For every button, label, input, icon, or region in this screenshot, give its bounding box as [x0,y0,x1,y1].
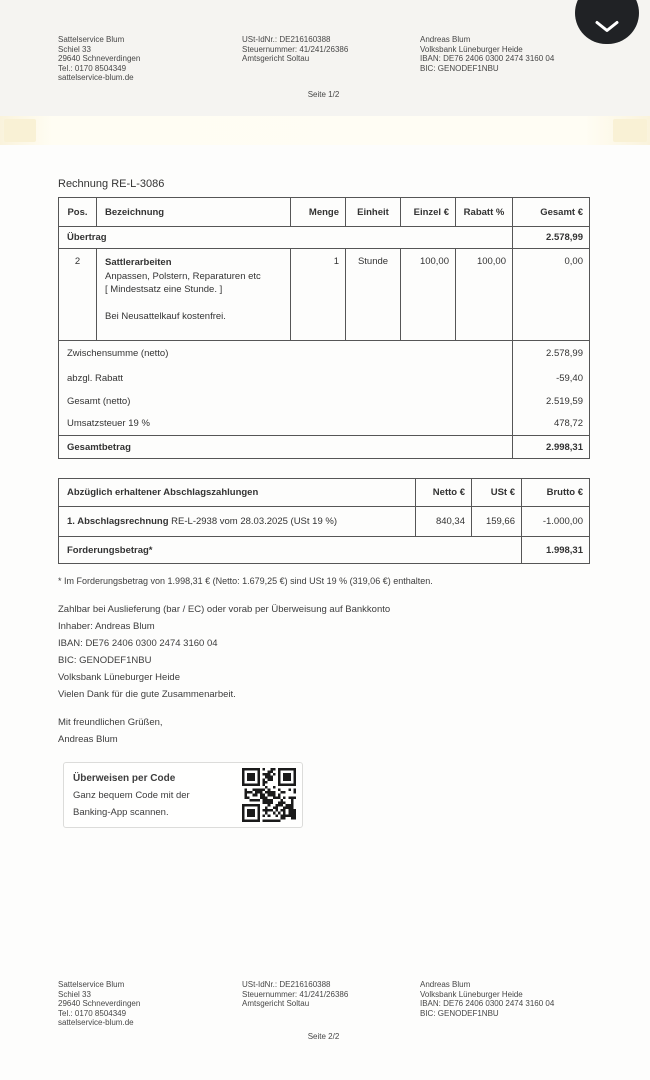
items-table [58,197,590,459]
company-street: Schiel 33 [58,44,91,54]
page-number-2: Seite 2/2 [307,1032,340,1041]
grand-total-row [59,436,590,459]
col-menge: Menge [291,198,346,227]
bank-iban: IBAN: DE76 2406 0300 2474 3160 04 [420,999,555,1009]
col-brutto: Brutto € [522,479,590,507]
closing-greeting: Mit freundlichen Grüßen, [58,717,163,728]
deductions-title: Abzüglich erhaltener Abschlagszahlungen [59,479,416,507]
highlight-band-right-edge [613,119,647,142]
vat-id: USt-IdNr.: DE216160388 [242,980,331,989]
item-total: 0,00 [513,249,590,341]
page-number-1: Seite 1/2 [307,90,340,99]
payment-line-2: Inhaber: Andreas Blum [58,621,155,632]
grand-total-value: 2.998,31 [513,436,590,459]
col-pos: Pos. [59,198,97,227]
net-value: 2.519,59 [513,390,590,413]
header-tax-block [242,35,420,83]
col-rabatt: Rabatt % [456,198,513,227]
closing-signature: Andreas Blum [58,734,118,745]
bank-name: Volksbank Lüneburger Heide [420,44,523,54]
qr-box-line2: Banking-App scannen. [73,806,169,818]
carryover-row [59,227,590,249]
company-phone: Tel.: 0170 8504349 [58,63,127,73]
vat-value: 478,72 [513,413,590,436]
subtotal-label: Zwischensumme (netto) [67,348,169,360]
bank-bic: BIC: GENODEF1NBU [420,63,499,73]
item-discount: 100,00 [456,249,513,341]
qr-box-line1: Ganz bequem Code mit der [73,789,190,801]
claim-amount-row [59,537,590,564]
item-note: Bei Neusattelkauf kostenfrei. [105,310,226,322]
bank-holder: Andreas Blum [420,35,471,44]
company-website: sattelservice-blum.de [58,1018,134,1028]
highlight-band [0,116,650,145]
item-unit: Stunde [346,249,401,341]
bank-bic: BIC: GENODEF1NBU [420,1008,499,1018]
summary-row-vat [59,413,590,436]
summary-row-subtotal [59,341,590,367]
deductions-table [58,478,590,564]
col-netto: Netto € [416,479,472,507]
company-city: 29640 Schneverdingen [58,999,141,1009]
item-desc-line2: [ Mindestsatz eine Stunde. ] [105,284,223,295]
summary-row-net [59,390,590,413]
court: Amtsgericht Soltau [242,54,310,64]
payment-line-3: IBAN: DE76 2406 0300 2474 3160 04 [58,638,218,649]
thanks-line: Vielen Dank für die gute Zusammenarbeit. [58,689,236,700]
tax-number: Steuernummer: 41/241/26386 [242,44,349,54]
col-ust: USt € [472,479,522,507]
grand-total-label: Gesamtbetrag [59,436,513,459]
col-gesamt: Gesamt € [513,198,590,227]
item-row [59,249,590,341]
col-einzel: Einzel € [401,198,456,227]
carryover-label: Übertrag [59,227,513,249]
payment-line-4: BIC: GENODEF1NBU [58,655,152,666]
chevron-down-icon [594,20,620,33]
company-street: Schiel 33 [58,989,91,999]
item-unit-price: 100,00 [401,249,456,341]
payment-line-5: Volksbank Lüneburger Heide [58,672,181,683]
tax-number: Steuernummer: 41/241/26386 [242,989,349,999]
deduction-label-rest: RE-L-2938 vom 28.03.2025 (USt 19 %) [171,516,337,527]
items-table-header-row [59,198,590,227]
col-einheit: Einheit [346,198,401,227]
company-name: Sattelservice Blum [58,35,125,44]
footer-letterhead [58,980,630,1028]
closing-block [58,714,163,748]
claim-amount-label: Forderungsbetrag* [67,544,153,556]
header-letterhead [58,35,630,83]
company-phone: Tel.: 0170 8504349 [58,1008,127,1018]
summary-row-discount [59,367,590,390]
payment-line-1: Zahlbar bei Auslieferung (bar / EC) oder vorab per Überweisung auf Bankkonto [58,604,391,615]
footer-bank-block [420,980,630,1028]
deduction-ust: 159,66 [472,507,522,537]
col-bezeichnung: Bezeichnung [97,198,291,227]
item-description-cell [97,249,291,341]
bank-iban: IBAN: DE76 2406 0300 2474 3160 04 [420,54,555,64]
item-desc-line1: Anpassen, Polstern, Reparaturen etc [105,270,261,282]
deductions-header-row [59,479,590,507]
payment-info-block [58,601,390,686]
invoice-title: Rechnung RE-L-3086 [58,178,165,190]
item-name: Sattlerarbeiten [105,257,172,268]
qr-box-title: Überweisen per Code [73,772,176,784]
bank-holder: Andreas Blum [420,980,471,989]
deduction-brutto: -1.000,00 [522,507,590,537]
deduction-label-bold: 1. Abschlagsrechnung [67,516,169,527]
net-label: Gesamt (netto) [67,395,131,407]
highlight-band-left-edge [4,119,36,142]
deduction-row [59,507,590,537]
court: Amtsgericht Soltau [242,999,310,1009]
claim-footnote: * Im Forderungsbetrag von 1.998,31 € (Netto: 1.679,25 €) sind USt 19 % (319,06 €) enthalten. [58,576,433,586]
deduction-label [59,507,416,537]
subtotal-value: 2.578,99 [513,341,590,367]
item-pos: 2 [59,249,97,341]
company-website: sattelservice-blum.de [58,73,134,83]
deduction-netto: 840,34 [416,507,472,537]
carryover-amount: 2.578,99 [513,227,590,249]
qr-box-text [73,770,242,821]
header-bank-block [420,35,630,83]
company-name: Sattelservice Blum [58,980,125,989]
footer-tax-block [242,980,420,1028]
discount-value: -59,40 [513,367,590,390]
header-company-block [58,35,242,83]
footer-company-block [58,980,242,1028]
company-city: 29640 Schneverdingen [58,54,141,64]
discount-label: abzgl. Rabatt [67,372,123,384]
qr-transfer-box [63,762,303,828]
bank-name: Volksbank Lüneburger Heide [420,989,523,999]
qr-code [242,768,296,822]
claim-amount-value: 1.998,31 [522,537,590,564]
item-qty: 1 [291,249,346,341]
vat-id: USt-IdNr.: DE216160388 [242,35,331,44]
vat-label: Umsatzsteuer 19 % [67,418,150,430]
